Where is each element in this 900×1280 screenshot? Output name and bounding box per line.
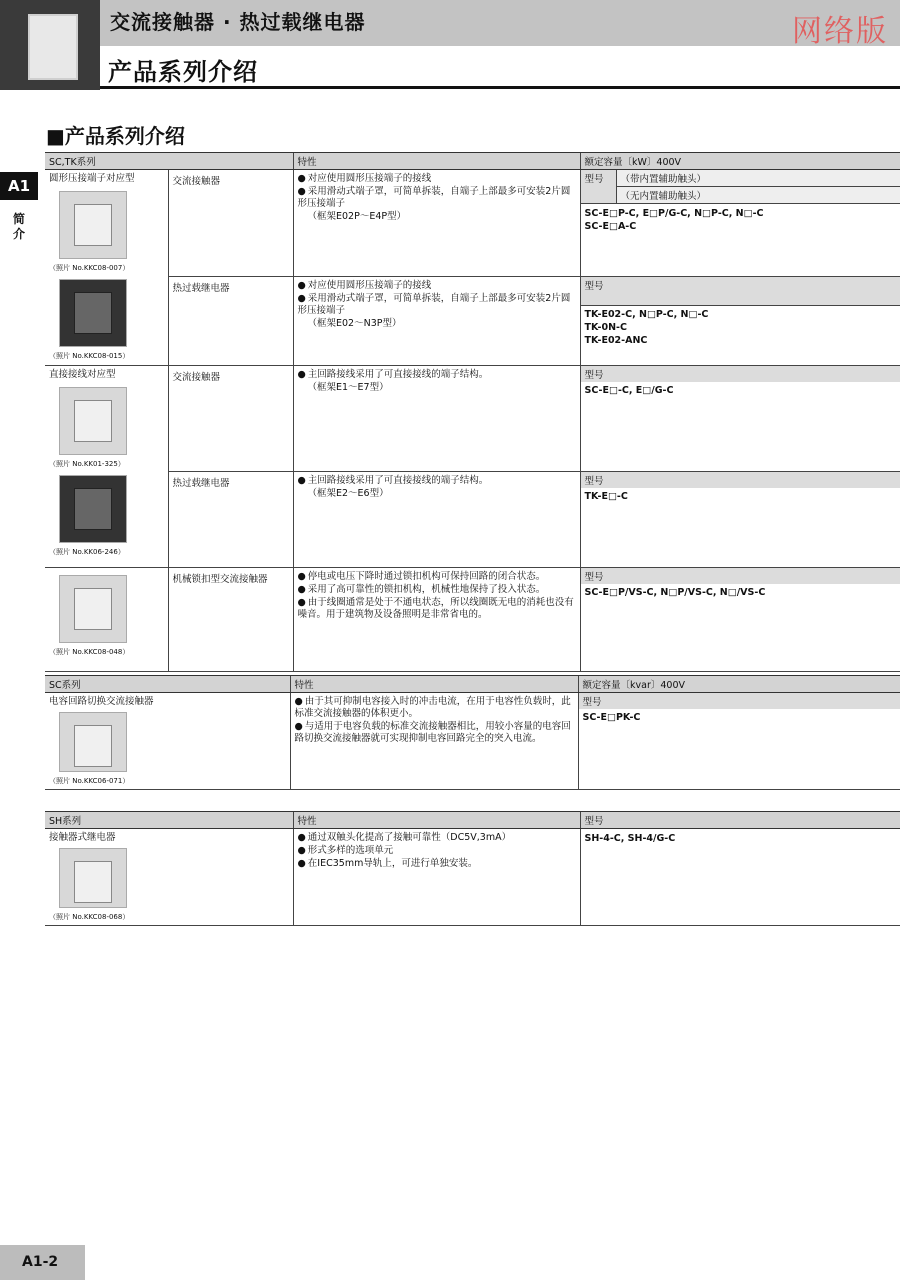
col-header-feature: 特性 xyxy=(293,153,580,170)
aux-with-label: （带内置辅助触头） xyxy=(617,170,900,187)
col-header-capacity: 额定容量〔kW〕400V xyxy=(580,153,900,170)
aux-without-label: （无内置辅助触头） xyxy=(617,187,900,203)
model-label: 型号 xyxy=(581,568,900,584)
aux-contact-box xyxy=(581,170,900,204)
feature-bullet: ● 采用了高可靠性的锁扣机构，机械性地保持了投入状态。 xyxy=(298,584,576,596)
feature-bullet: ● 采用滑动式端子罩，可简单拆装，自端子上部最多可安装2片圆形压接端子 xyxy=(298,186,576,210)
feature-bullet: ● 形式多样的选项单元 xyxy=(298,845,576,857)
model-code: TK-E02-ANC xyxy=(584,334,648,346)
photo-caption: （照片 No.KK06-246） xyxy=(49,547,125,556)
model-label: 型号 xyxy=(581,472,900,488)
photo-caption: （照片 No.KK01-325） xyxy=(49,459,125,468)
model-label: 型号 xyxy=(581,170,617,203)
model-code: TK-E02-C, N□P-C, N□-C xyxy=(584,308,709,320)
feature-bullet: ● 通过双触头化提高了接触可靠性（DC5V,3mA） xyxy=(298,832,576,844)
table-row xyxy=(45,693,900,790)
watermark: 网络版 xyxy=(792,14,888,49)
category-cell xyxy=(45,276,168,365)
feature-cell xyxy=(293,365,580,472)
feature-cell xyxy=(290,693,578,790)
photo-caption: （照片 No.KKC08-015） xyxy=(49,352,130,360)
model-label: 型号 xyxy=(581,277,900,306)
col-header-model: 型号 xyxy=(580,812,900,829)
table-row xyxy=(45,472,900,568)
table-row xyxy=(45,365,900,472)
feature-bullet: ● 对应使用圆形压接端子的接线 xyxy=(298,280,576,292)
product-photo xyxy=(59,848,127,908)
category-label: 接触器式继电器 xyxy=(49,832,116,843)
series-table-sc-tk xyxy=(45,152,900,672)
category-label: 直接接线对应型 xyxy=(49,368,116,380)
table-row xyxy=(45,829,900,926)
product-photo xyxy=(59,191,127,259)
page-number: A1-2 xyxy=(0,1245,85,1280)
model-label: 型号 xyxy=(581,366,900,382)
model-label: 型号 xyxy=(579,693,900,709)
product-cell: 交流接触器 xyxy=(168,365,293,472)
category-cell xyxy=(45,472,168,568)
col-header-capacity: 额定容量〔kvar〕400V xyxy=(578,676,900,693)
frame-note: （框架E02～N3P型） xyxy=(307,317,402,329)
category-cell xyxy=(45,568,168,672)
feature-bullet: ● 主回路接线采用了可直接接线的端子结构。 xyxy=(298,369,576,381)
section-title: ■产品系列介绍 xyxy=(46,124,185,148)
feature-bullet: ● 采用滑动式端子罩，可简单拆装，自端子上部最多可安装2片圆形压接端子 xyxy=(298,293,576,317)
col-header-feature: 特性 xyxy=(293,812,580,829)
category-cell xyxy=(45,170,168,277)
table-row xyxy=(45,568,900,672)
product-photo xyxy=(59,712,127,772)
frame-note: （框架E2～E6型） xyxy=(307,488,389,499)
page-title: 产品系列介绍 xyxy=(108,58,258,86)
series-table-sh xyxy=(45,811,900,926)
feature-bullet: ● 在IEC35mm导轨上，可进行单独安装。 xyxy=(298,858,576,870)
col-header-series: SH系列 xyxy=(45,812,293,829)
photo-caption: （照片 No.KKC08-068） xyxy=(49,913,130,921)
header-product-image xyxy=(0,0,100,90)
product-cell: 热过载继电器 xyxy=(168,472,293,568)
side-label: 简介 xyxy=(13,212,26,241)
col-header-feature: 特性 xyxy=(290,676,578,693)
header-rule xyxy=(100,86,900,89)
feature-bullet: ● 由于线圈通常是处于不通电状态，所以线圈既无电的消耗也没有噪音。用于建筑物及设备照明是非常省电的。 xyxy=(298,597,576,621)
category-label: 圆形压接端子对应型 xyxy=(49,173,135,184)
model-cell xyxy=(580,365,900,472)
series-table-sc xyxy=(45,675,900,790)
feature-bullet: ● 由于其可抑制电容接入时的冲击电流，在用于电容性负载时，此标准交流接触器的体积更小。 xyxy=(295,696,574,720)
category-cell xyxy=(45,693,290,790)
feature-cell xyxy=(293,170,580,277)
feature-cell xyxy=(293,568,580,672)
photo-caption: （照片 No.KKC08-007） xyxy=(49,264,130,272)
model-code: SC-E□P-C, E□P/G-C, N□P-C, N□-C xyxy=(584,208,764,219)
feature-bullet: ● 对应使用圆形压接端子的接线 xyxy=(298,173,576,185)
photo-caption: （照片 No.KKC08-048） xyxy=(49,648,130,656)
category-cell xyxy=(45,365,168,472)
product-cell: 机械锁扣型交流接触器 xyxy=(168,568,293,672)
product-cell: 热过载继电器 xyxy=(168,276,293,365)
feature-bullet: ● 停电或电压下降时通过锁扣机构可保持回路的闭合状态。 xyxy=(298,571,576,583)
category-label: 电容回路切换交流接触器 xyxy=(49,696,154,707)
model-code: SC-E□P/VS-C, N□P/VS-C, N□/VS-C xyxy=(584,587,766,598)
model-cell xyxy=(580,568,900,672)
product-cell: 交流接触器 xyxy=(168,170,293,277)
model-code: SC-E□PK-C xyxy=(582,712,641,723)
model-cell xyxy=(580,472,900,568)
feature-cell xyxy=(293,276,580,365)
photo-caption: （照片 No.KKC06-071） xyxy=(49,777,130,785)
col-header-series: SC系列 xyxy=(45,676,290,693)
product-photo xyxy=(59,475,127,543)
col-header-series: SC,TK系列 xyxy=(45,153,293,170)
frame-note: （框架E1～E7型） xyxy=(307,381,389,393)
side-tab: A1 xyxy=(0,172,38,200)
category-cell xyxy=(45,829,293,926)
contactor-thumbnail xyxy=(28,14,78,80)
product-photo xyxy=(59,387,127,455)
feature-cell xyxy=(293,829,580,926)
model-cell xyxy=(580,170,900,277)
feature-cell xyxy=(293,472,580,568)
product-photo xyxy=(59,279,127,347)
model-code: TK-E□-C xyxy=(584,491,628,502)
model-code: SC-E□-C, E□/G-C xyxy=(584,384,674,396)
product-photo xyxy=(59,575,127,643)
header-title: 交流接触器 · 热过载继电器 xyxy=(110,10,366,34)
model-code: TK-0N-C xyxy=(584,321,627,333)
table-row xyxy=(45,276,900,365)
model-cell xyxy=(578,693,900,790)
frame-note: （框架E02P～E4P型） xyxy=(307,211,407,222)
feature-bullet: ● 与适用于电容负载的标准交流接触器相比，用较小容量的电容回路切换交流接触器就可实现抑制电容回路完全的突入电流。 xyxy=(295,721,574,745)
feature-bullet: ● 主回路接线采用了可直接接线的端子结构。 xyxy=(298,475,576,487)
model-cell xyxy=(580,276,900,365)
model-code: SH-4-C, SH-4/G-C xyxy=(584,833,676,844)
table-row xyxy=(45,170,900,277)
model-cell xyxy=(580,829,900,926)
model-code: SC-E□A-C xyxy=(584,221,637,232)
